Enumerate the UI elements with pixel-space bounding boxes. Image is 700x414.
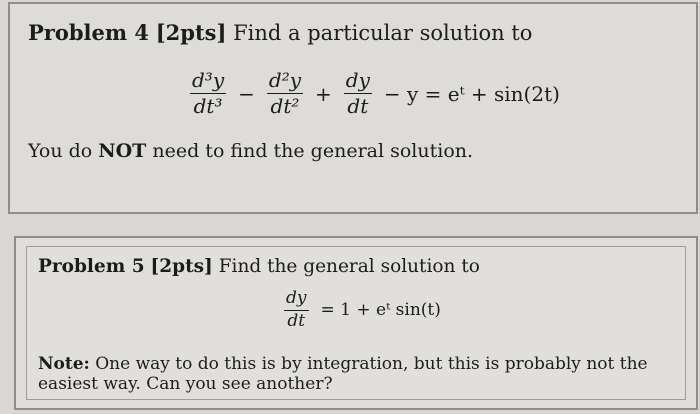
problem-5-note — [38, 354, 678, 394]
problem-4-box — [8, 2, 698, 214]
operator: − — [238, 81, 255, 106]
derivative-fraction — [284, 290, 309, 331]
problem-4-prompt: Find a particular solution to — [233, 21, 533, 45]
fraction-denominator: dt — [347, 94, 369, 118]
instruction-text-before: You do — [28, 140, 93, 162]
fraction-denominator: dt² — [270, 94, 300, 118]
problem-4-header — [28, 20, 532, 45]
note-label: Note: — [38, 354, 90, 374]
equation-rest: = 1 + eᵗ sin(t) — [320, 300, 441, 321]
problem-5-prompt: Find the general solution to — [218, 256, 480, 277]
note-text: One way to do this is by integration, but this is probably not the easiest way. Can you see another? — [38, 354, 648, 394]
fraction-numerator: d³y — [192, 68, 225, 92]
second-derivative-fraction — [267, 70, 303, 117]
fraction-numerator: dy — [345, 68, 370, 92]
equation-rest: − y = eᵗ + sin(2t) — [383, 81, 560, 106]
fraction-denominator: dt³ — [193, 94, 223, 118]
problem-4-points: [2pts] — [155, 20, 227, 45]
fraction-numerator: d²y — [268, 68, 302, 92]
operator: + — [315, 81, 332, 106]
fraction-denominator: dt — [287, 310, 306, 331]
fraction-numerator: dy — [284, 290, 309, 311]
instruction-text-after: need to find the general solution. — [152, 140, 474, 162]
first-derivative-fraction — [344, 70, 372, 117]
problem-4-instruction — [28, 140, 473, 162]
problem-5-points: [2pts] — [150, 256, 213, 277]
problem-5-box — [14, 236, 698, 410]
problem-5-title: Problem 5 — [38, 256, 145, 277]
problem-4-title: Problem 4 — [28, 20, 150, 45]
problem-4-equation — [184, 70, 566, 117]
third-derivative-fraction — [190, 70, 226, 117]
problem-5-header — [38, 256, 480, 277]
instruction-emphasis: NOT — [98, 140, 147, 162]
problem-5-equation — [278, 290, 447, 331]
